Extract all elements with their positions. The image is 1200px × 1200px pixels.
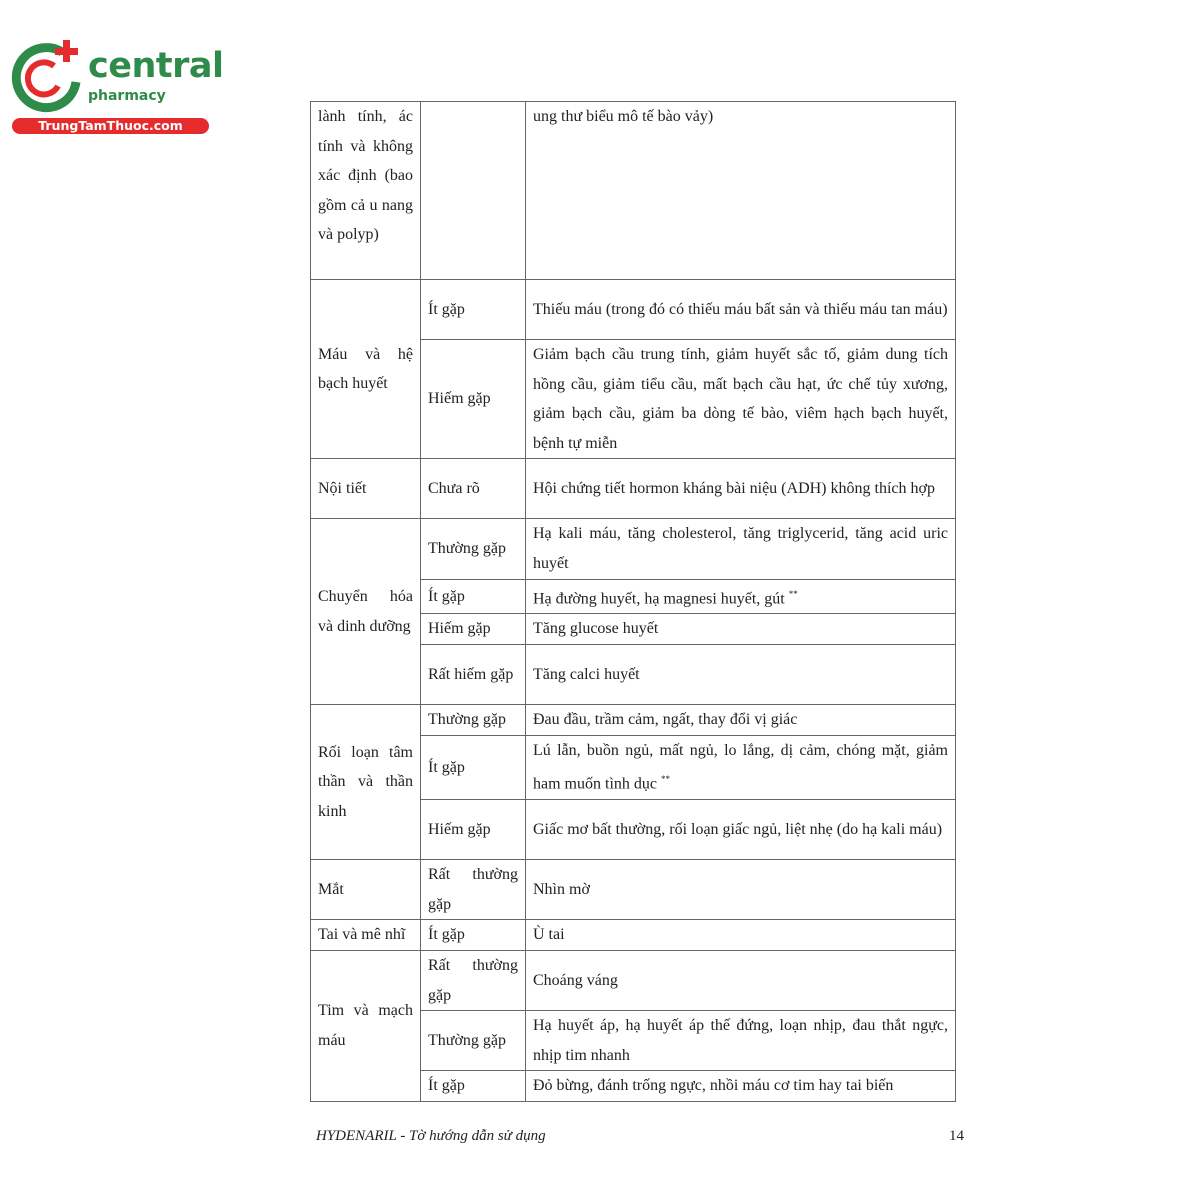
effects-text: Hạ đường huyết, hạ magnesi huyết, gút: [533, 589, 785, 607]
frequency-cell: Thường gặp: [421, 705, 526, 736]
organ-system-cell: Nội tiết: [311, 459, 421, 519]
frequency-cell: Hiếm gặp: [421, 614, 526, 645]
table-row: [311, 950, 956, 1010]
table-row: [311, 459, 956, 519]
effects-text: Thiếu máu (trong đó có thiếu máu bất sản và thiếu máu tan máu): [533, 300, 948, 318]
effects-text: Hội chứng tiết hormon kháng bài niệu (ADH) không thích hợp: [533, 480, 935, 498]
table-row: [311, 705, 956, 736]
frequency-cell: Ít gặp: [421, 280, 526, 340]
adverse-effects-table: [310, 101, 956, 1102]
frequency-cell: Ít gặp: [421, 1071, 526, 1102]
organ-system-cell: Chuyển hóa và dinh dưỡng: [311, 519, 421, 705]
effects-cell: [526, 800, 956, 860]
logo-sub: pharmacy: [88, 88, 166, 104]
frequency-cell: [421, 102, 526, 280]
effects-cell: [526, 860, 956, 920]
page-number: 14: [949, 1128, 964, 1144]
effects-cell: [526, 1071, 956, 1102]
effects-cell: [526, 1011, 956, 1071]
effects-cell: [526, 579, 956, 614]
table-row: [311, 860, 956, 920]
frequency-cell: Ít gặp: [421, 920, 526, 951]
effects-text: Giảm bạch cầu trung tính, giảm huyết sắc tố, giảm dung tích hồng cầu, giảm tiểu cầu, mất bạch cầu hạt, ức chế tủy xương, giảm bạch cầu, giảm ba dòng tế bào, viêm hạch bạch huyết, bệnh tự miễn: [533, 346, 948, 452]
effects-cell: [526, 920, 956, 951]
effects-text: Hạ kali máu, tăng cholesterol, tăng triglycerid, tăng acid uric huyết: [533, 525, 948, 572]
frequency-cell: Rất thường gặp: [421, 860, 526, 920]
effects-cell: [526, 645, 956, 705]
effects-text: ung thư biểu mô tế bào vảy): [533, 108, 714, 125]
frequency-cell: Hiếm gặp: [421, 800, 526, 860]
frequency-cell: Rất hiếm gặp: [421, 645, 526, 705]
organ-system-cell: Mắt: [311, 860, 421, 920]
effects-text: Đau đầu, trầm cảm, ngất, thay đổi vị giác: [533, 711, 798, 729]
frequency-cell: Thường gặp: [421, 1011, 526, 1071]
effects-text: Ù tai: [533, 926, 565, 944]
effects-cell: [526, 102, 956, 280]
effects-cell: [526, 459, 956, 519]
effects-cell: [526, 280, 956, 340]
footnote-marker: **: [660, 774, 670, 785]
frequency-cell: Hiếm gặp: [421, 340, 526, 459]
effects-cell: [526, 519, 956, 579]
footer-title: HYDENARIL - Tờ hướng dẫn sử dụng: [316, 1128, 546, 1144]
effects-cell: [526, 950, 956, 1010]
effects-text: Tăng glucose huyết: [533, 620, 659, 638]
central-pharmacy-logo: [10, 38, 224, 138]
table-row: [311, 519, 956, 579]
organ-system-cell: Máu và hệ bạch huyết: [311, 280, 421, 459]
effects-cell: [526, 735, 956, 800]
effects-text: Hạ huyết áp, hạ huyết áp thế đứng, loạn nhịp, đau thắt ngực, nhịp tim nhanh: [533, 1017, 948, 1064]
frequency-cell: Rất thường gặp: [421, 950, 526, 1010]
frequency-cell: Ít gặp: [421, 579, 526, 614]
effects-text: Lú lẫn, buồn ngủ, mất ngủ, lo lắng, dị cảm, chóng mặt, giảm ham muốn tình dục: [533, 741, 948, 793]
effects-text: Giấc mơ bất thường, rối loạn giấc ngủ, liệt nhẹ (do hạ kali máu): [533, 820, 943, 838]
logo-brand: central: [88, 46, 224, 86]
effects-cell: [526, 705, 956, 736]
effects-text: Tăng calci huyết: [533, 665, 640, 683]
effects-cell: [526, 614, 956, 645]
organ-system-cell: Rối loạn tâm thần và thần kinh: [311, 705, 421, 860]
logo-banner: TrungTamThuoc.com: [12, 118, 209, 134]
frequency-cell: Thường gặp: [421, 519, 526, 579]
effects-text: Đỏ bừng, đánh trống ngực, nhồi máu cơ tim hay tai biến: [533, 1077, 894, 1095]
table-row: [311, 280, 956, 340]
organ-system-cell: Tim và mạch máu: [311, 950, 421, 1101]
footnote-marker: **: [788, 588, 798, 599]
effects-text: Choáng váng: [533, 971, 618, 989]
pharmacy-cross-icon: [10, 38, 85, 113]
frequency-cell: Ít gặp: [421, 735, 526, 800]
organ-system-cell: Tai và mê nhĩ: [311, 920, 421, 951]
frequency-cell: Chưa rõ: [421, 459, 526, 519]
table-row: [311, 920, 956, 951]
effects-text: Nhìn mờ: [533, 880, 590, 898]
effects-cell: [526, 340, 956, 459]
organ-system-cell: lành tính, ác tính và không xác định (bao gồm cả u nang và polyp): [311, 102, 421, 280]
table-row: [311, 102, 956, 280]
